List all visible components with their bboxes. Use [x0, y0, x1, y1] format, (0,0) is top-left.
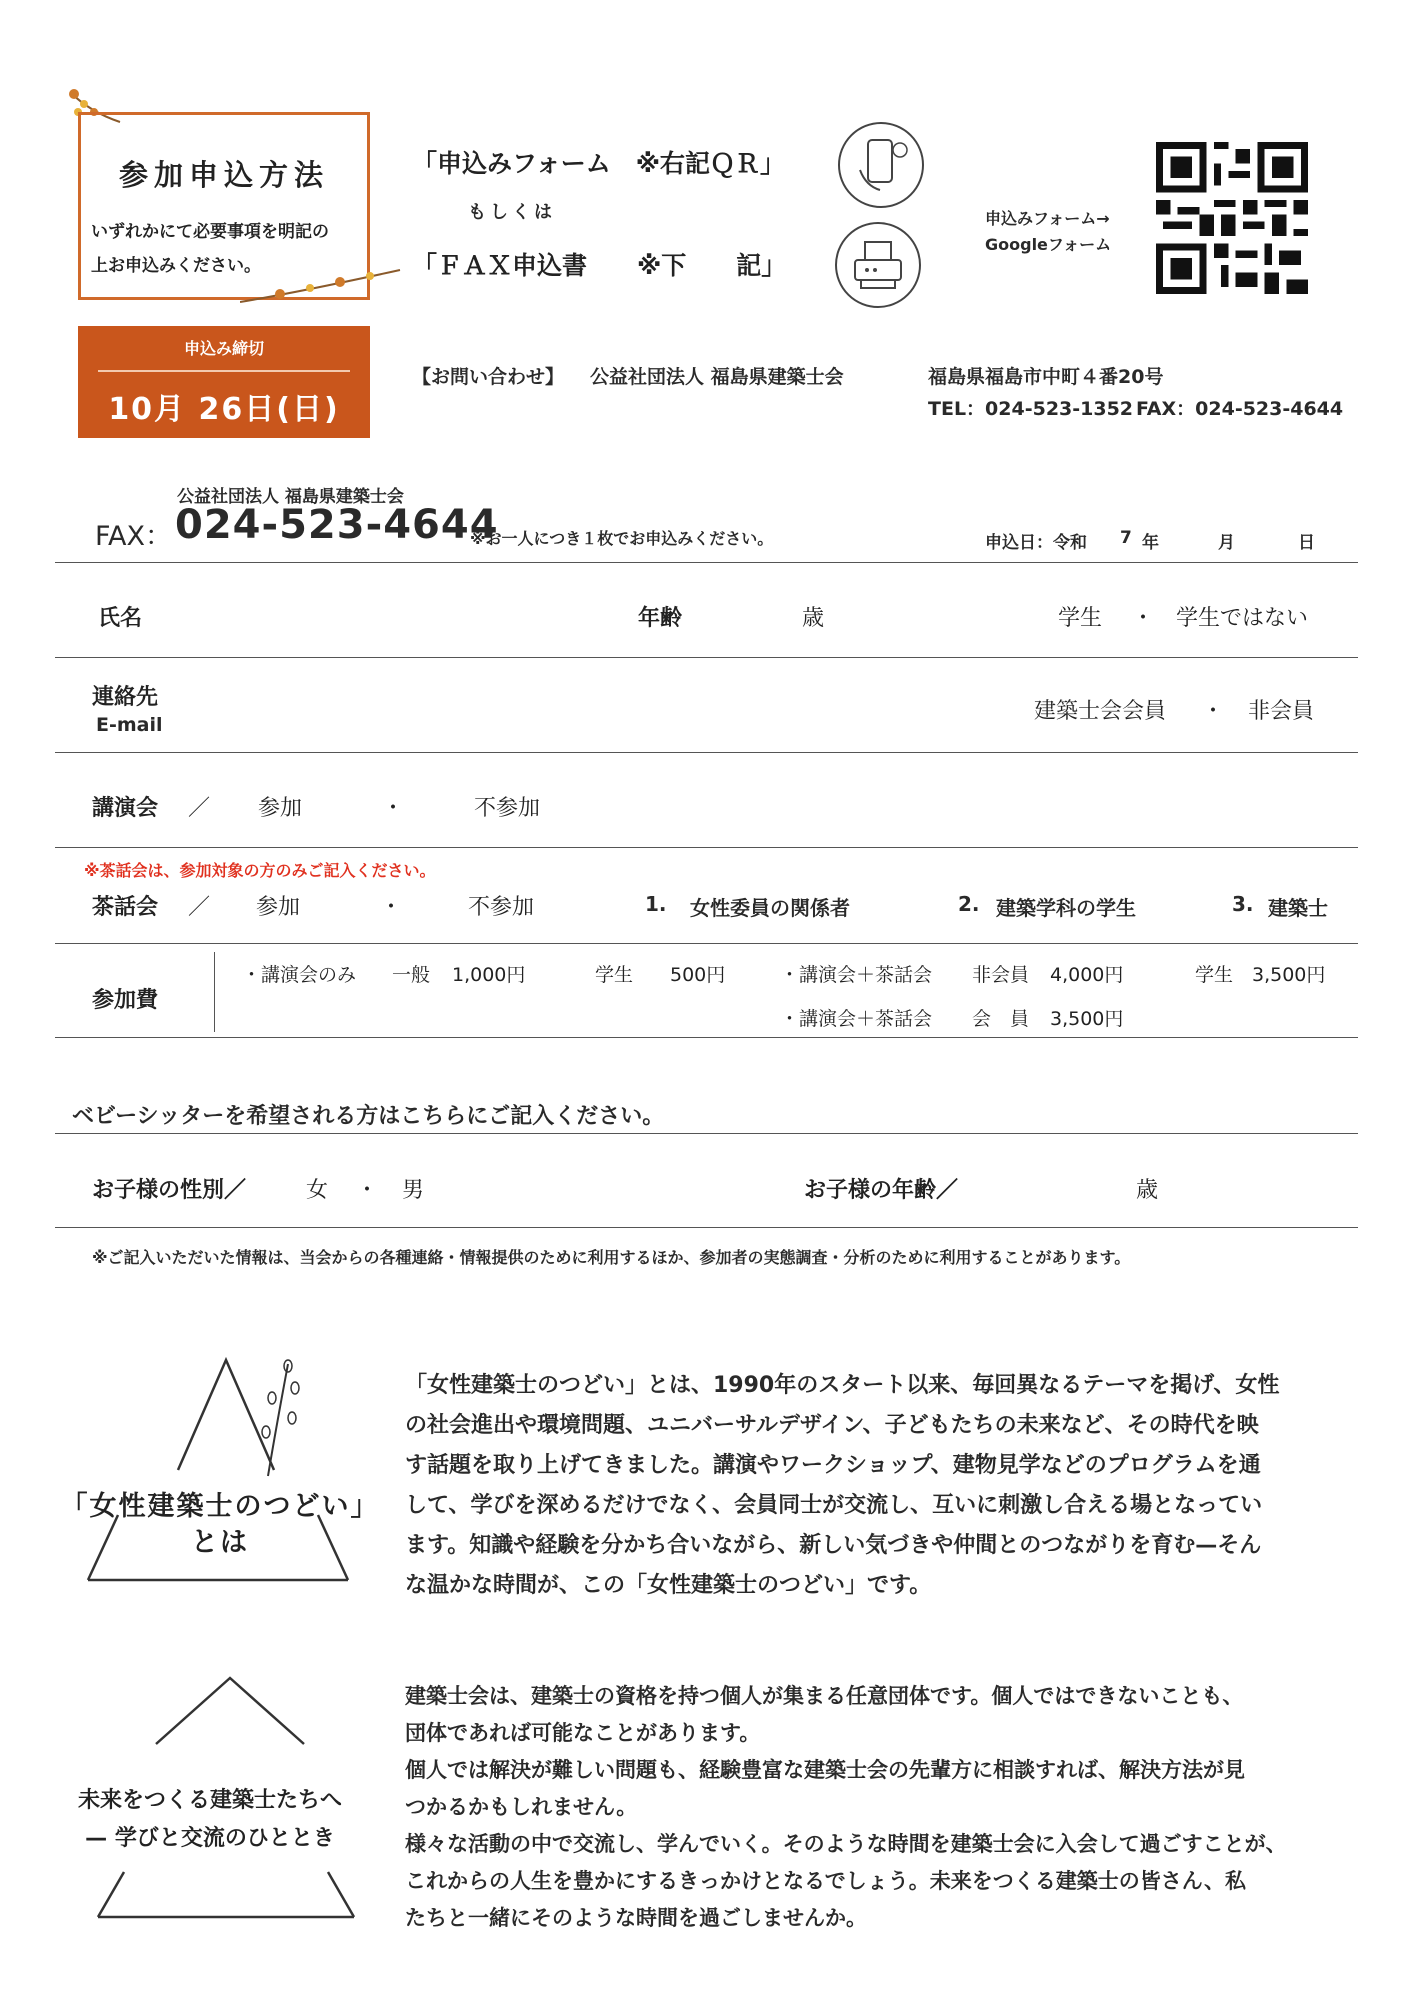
lecture-label: 講演会 — [92, 796, 159, 821]
about-paragraph — [405, 1366, 1355, 1606]
deadline-label: 申込み締切 — [183, 339, 264, 358]
tea-attend[interactable]: 参加 — [256, 895, 301, 920]
future-line: 建築士会は、建築士の資格を持つ個人が集まる任意団体です。個人ではできないことも、 — [405, 1684, 1244, 1708]
fee-student-label: 学生 — [595, 964, 634, 986]
slash: ／ — [188, 796, 211, 821]
tea-not-attend[interactable]: 不参加 — [468, 895, 535, 920]
smartphone-icon — [838, 122, 924, 208]
fax-note: ※お一人につき１枚でお申込みください。 — [470, 529, 774, 548]
fee-general-price: 1,000円 — [452, 964, 526, 986]
tea-option1-number: 1. — [645, 892, 667, 916]
about-line: して、学びを深めるだけでなく、会員同士が交流し、互いに刺激し合える場となってい — [405, 1493, 1263, 1518]
fee-student-price: 500円 — [670, 964, 726, 986]
tea-option1[interactable]: 女性委員の関係者 — [690, 896, 850, 920]
fax-label: FAX： — [95, 521, 173, 552]
deadline-date: 10月 26日(日) — [108, 392, 340, 427]
fee-member-price: 3,500円 — [1050, 1008, 1124, 1030]
fee-lecture-only: ・講演会のみ — [242, 964, 357, 986]
deadline-box — [78, 326, 370, 438]
fax-number: 024-523-4644 — [175, 502, 499, 548]
divider — [55, 657, 1358, 658]
divider — [55, 943, 1358, 944]
application-date-label: 申込日：令和 — [985, 533, 1087, 553]
route-form: 「申込みフォーム ※右記ＱＲ」 — [412, 149, 786, 178]
route-fax: 「ＦＡＸ申込書 ※下 記」 — [412, 251, 787, 280]
fee-combo-student-label: 学生 — [1195, 964, 1234, 986]
option-not-student[interactable]: 学生ではない — [1176, 606, 1309, 631]
age-label: 年齢 — [638, 606, 683, 631]
fax-org: 公益社団法人 福島県建築士会 — [177, 487, 404, 507]
method-title: 参加申込方法 — [118, 158, 329, 192]
divider — [55, 562, 1358, 563]
future-line: たちと一緒にそのような時間を過ごしませんか。 — [405, 1906, 867, 1930]
separator-dot: ・ — [380, 895, 403, 920]
tea-option2[interactable]: 建築学科の学生 — [996, 896, 1136, 920]
separator-dot: ・ — [382, 796, 405, 821]
tea-note: ※茶話会は、参加対象の方のみご記入ください。 — [84, 861, 436, 880]
name-label: 氏名 — [98, 606, 143, 631]
future-line: 様々な活動の中で交流し、学んでいく。そのような時間を建築士会に入会して過ごすことが、 — [405, 1832, 1287, 1856]
qr-caption-line2: Googleフォーム — [985, 235, 1112, 254]
about-line: な温かな時間が、この「女性建築士のつどい」です。 — [405, 1573, 932, 1598]
fee-general-label: 一般 — [392, 964, 431, 986]
future-title: 未来をつくる建築士たちへ — [77, 1788, 342, 1813]
option-female[interactable]: 女 — [306, 1178, 329, 1203]
about-line: の社会進出や環境問題、ユニバーサルデザイン、子どもたちの未来など、その時代を映 — [405, 1413, 1259, 1438]
fee-nonmember-label: 非会員 — [972, 964, 1030, 986]
month-unit: 月 — [1218, 533, 1235, 553]
floral-branch-decoration — [240, 262, 410, 312]
divider — [55, 1133, 1358, 1134]
about-line: 「女性建築士のつどい」とは、1990年のスタート以来、毎回異なるテーマを掲げ、女性 — [405, 1373, 1280, 1398]
child-gender-label: お子様の性別／ — [92, 1178, 247, 1203]
flower-sprig-icon — [248, 1358, 308, 1478]
privacy-note: ※ご記入いただいた情報は、当会からの各種連絡・情報提供のために利用するほか、参加者の実態調査・分析のために利用することがあります。 — [92, 1248, 1131, 1267]
future-paragraph — [405, 1678, 1355, 1937]
separator-dot: ・ — [356, 1178, 379, 1203]
fee-combo: ・講演会＋茶話会 — [780, 964, 933, 986]
tea-option3-number: 3. — [1232, 892, 1254, 916]
divider — [55, 847, 1358, 848]
babysitter-heading: ベビーシッターを希望される方はこちらにご記入ください。 — [72, 1104, 665, 1129]
fee-label: 参加費 — [92, 988, 159, 1013]
divider — [55, 1037, 1358, 1038]
option-student[interactable]: 学生 — [1058, 606, 1103, 631]
email-label: E-mail — [96, 714, 163, 736]
future-line: これからの人生を豊かにするきっかけとなるでしょう。未来をつくる建築士の皆さん、私 — [405, 1869, 1247, 1893]
slash: ／ — [188, 895, 211, 920]
option-male[interactable]: 男 — [402, 1178, 425, 1203]
tea-label: 茶話会 — [92, 895, 159, 920]
day-unit: 日 — [1298, 533, 1315, 553]
contact-fax: FAX：024-523-4644 — [1136, 398, 1344, 420]
contact-row-label: 連絡先 — [92, 685, 159, 710]
future-title-sub: — 学びと交流のひととき — [85, 1826, 335, 1851]
method-desc-line2: 上お申込みください。 — [91, 256, 261, 276]
divider — [55, 752, 1358, 753]
future-line: 個人では解決が難しい問題も、経験豊富な建築士会の先輩方に相談すれば、解決方法が見 — [405, 1758, 1245, 1782]
future-line: つかるかもしれません。 — [405, 1795, 638, 1819]
divider — [55, 1227, 1358, 1228]
fee-combo2: ・講演会＋茶話会 — [780, 1008, 933, 1030]
separator-dot: ・ — [1132, 606, 1155, 631]
child-age-unit: 歳 — [1136, 1178, 1159, 1203]
separator-dot: ・ — [1202, 699, 1225, 724]
fee-divider — [214, 952, 215, 1032]
fax-machine-icon — [835, 222, 921, 308]
about-title: 「女性建築士のつどい」 — [60, 1491, 380, 1522]
route-or: もしくは — [468, 202, 556, 223]
about-line: ます。知識や経験を分かち合いながら、新しい気づきや仲間とのつながりを育む—そん — [405, 1533, 1262, 1558]
tea-option2-number: 2. — [958, 892, 980, 916]
application-year: 7 — [1120, 528, 1132, 548]
child-age-label: お子様の年齢／ — [804, 1178, 959, 1203]
fee-nonmember-price: 4,000円 — [1050, 964, 1124, 986]
about-line: す話題を取り上げてきました。講演やワークショップ、建物見学などのプログラムを通 — [405, 1453, 1261, 1478]
method-desc-line1: いずれかにて必要事項を明記の — [91, 222, 329, 242]
lecture-not-attend[interactable]: 不参加 — [474, 796, 541, 821]
lecture-attend[interactable]: 参加 — [258, 796, 303, 821]
future-line: 団体であれば可能なことがあります。 — [405, 1721, 761, 1745]
qr-code[interactable] — [1156, 142, 1308, 294]
qr-caption-line1: 申込みフォーム→ — [985, 209, 1110, 228]
option-non-member[interactable]: 非会員 — [1248, 699, 1315, 724]
contact-label: 【お問い合わせ】 — [412, 366, 565, 388]
about-title-sub: とは — [191, 1527, 249, 1558]
fee-combo-student-price: 3,500円 — [1252, 964, 1326, 986]
deadline-divider — [98, 370, 350, 372]
contact-org: 公益社団法人 福島県建築士会 — [590, 366, 844, 388]
contact-address: 福島県福島市中町４番20号 — [928, 366, 1164, 388]
age-unit: 歳 — [802, 606, 825, 631]
qr-caption — [985, 206, 1111, 258]
tea-option3[interactable]: 建築士 — [1268, 896, 1328, 920]
year-unit: 年 — [1142, 533, 1159, 553]
option-member[interactable]: 建築士会会員 — [1034, 699, 1167, 724]
contact-tel: TEL：024-523-1352 — [928, 398, 1134, 420]
fee-member-label: 会 員 — [972, 1008, 1030, 1030]
